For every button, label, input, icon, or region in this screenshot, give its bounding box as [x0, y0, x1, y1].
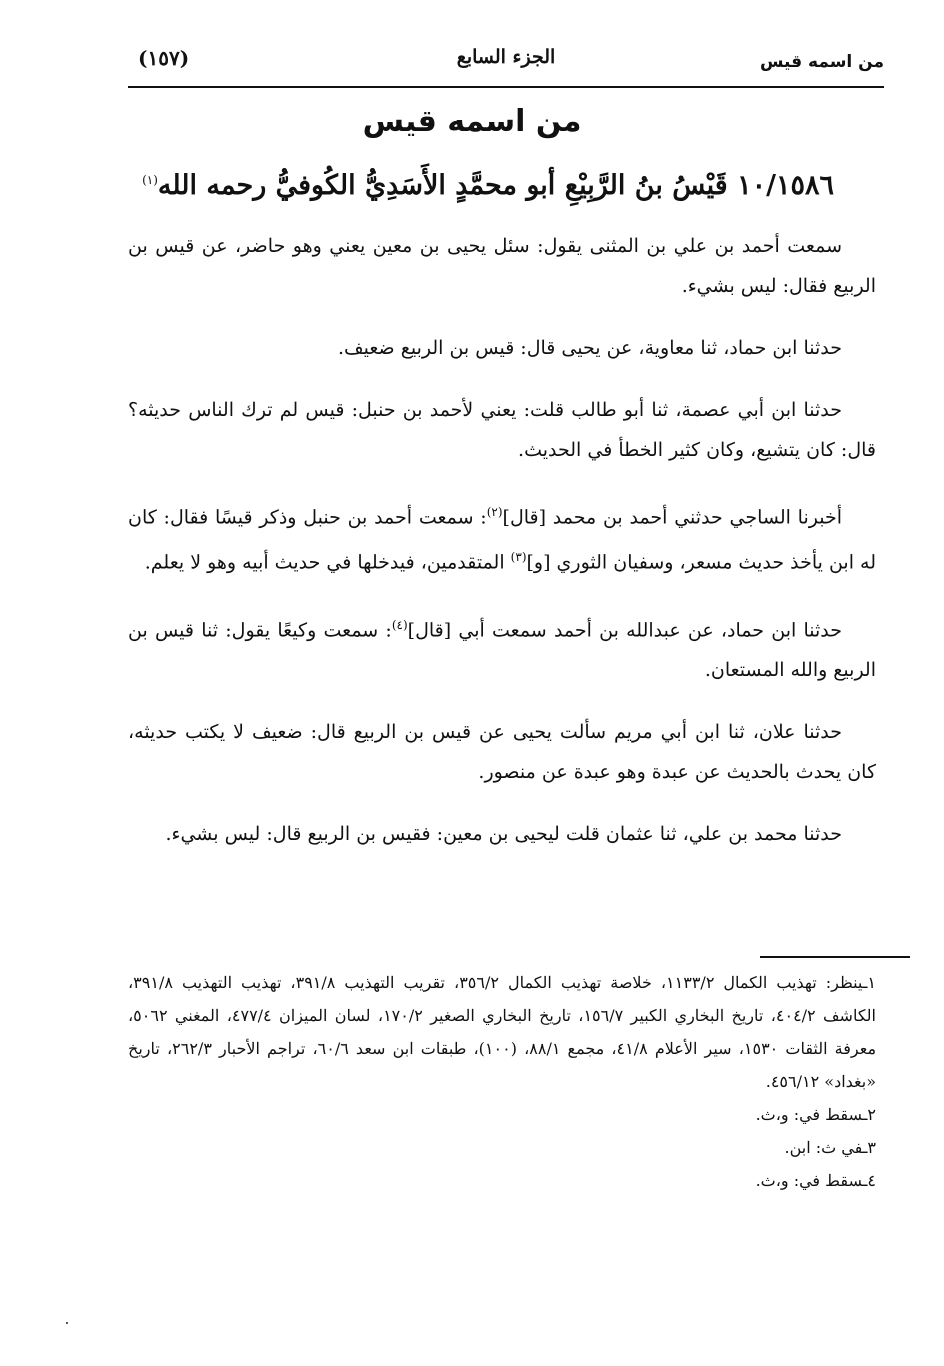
running-header-section: من اسمه قيس	[759, 52, 884, 72]
body-text	[128, 226, 876, 876]
footnote-ref: (٣)	[510, 550, 527, 565]
footnote-number: ٢ـ	[862, 1105, 876, 1124]
paragraph: حدثنا محمد بن علي، ثنا عثمان قلت ليحيى بن معين: فقيس بن الربيع قال: ليس بشيء.	[165, 822, 842, 845]
footnote-text: سقط في: و،ث.	[755, 1105, 863, 1124]
footnote-ref: (٤)	[391, 617, 408, 632]
scan-speck	[66, 1322, 68, 1324]
footnote	[128, 1131, 876, 1164]
footnote-number: ١ـ	[862, 973, 877, 992]
paragraph: سمعت أحمد بن علي بن المثنى يقول: سئل يحيى بن معين يعني وهو حاضر، عن قيس بن الربيع فقال: ليس بشيء.	[128, 235, 876, 297]
running-header	[128, 40, 884, 80]
footnote-number: ٤ـ	[862, 1171, 876, 1190]
section-title: من اسمه قيس	[362, 104, 582, 139]
paragraph: حدثنا ابن حماد، ثنا معاوية، عن يحيى قال: قيس بن الربيع ضعيف.	[337, 337, 842, 359]
footnote-ref: (٢)	[486, 505, 503, 519]
page-number: (١٥٧)	[138, 46, 190, 70]
footnote-text: ينظر: تهذيب الكمال ١١٣٣/٢، خلاصة تهذيب الكمال ٣٥٦/٢، تقريب التهذيب ٣٩١/٨، تهذيب التهذيب ٣٩١/٨، الكاشف ٤٠٤/٢، تاريخ البخاري الكبير ١٥٦/٧، تاريخ البخاري الصغير ١٧٠/٢، لسان الميزان ٤٧٧/٤، المغني ٥٠٦٢، معرفة الثقات ١٥٣٠، سير الأعلام ٤١/٨، مجمع ٨٨/١، (١٠٠)، طبقات ابن سعد ٦٠/٦، تراجم الأحبار ٢٦٢/٣، تاريخ «بغداد» ٤٥٦/١٢.	[128, 973, 877, 1091]
paragraph-part: : سمعت أحمد بن حنبل وذكر قيسًا فقال: كان له ابن يأخذ حديث مسعر، وسفيان الثوري [و]	[128, 506, 876, 574]
paragraph-part: المتقدمين، فيدخلها في حديث أبيه وهو لا يعلم.	[144, 551, 511, 574]
footnote-text: في ث: ابن.	[784, 1138, 863, 1157]
entry-heading	[100, 158, 834, 208]
paragraph-part: : سمعت وكيعًا يقول: ثنا قيس بن الربيع والله المستعان.	[128, 618, 876, 681]
running-header-volume: الجزء السابع	[456, 46, 556, 68]
paragraph	[128, 605, 876, 690]
footnote-rule	[760, 956, 910, 958]
header-rule	[128, 86, 884, 88]
entry-heading-text: ١٠/١٥٨٦ قَيْسُ بنُ الرَّبِيْعِ أبو محمَّدٍ الأَسَدِيُّ الكُوفيُّ رحمه الله	[157, 170, 834, 201]
footnote	[128, 1098, 876, 1131]
footnotes	[128, 966, 876, 1197]
paragraph	[128, 492, 876, 583]
paragraph-part: أخبرنا الساجي حدثني أحمد بن محمد [قال]	[502, 506, 842, 529]
paragraph: حدثنا ابن أبي عصمة، ثنا أبو طالب قلت: يعني لأحمد بن حنبل: قيس لم ترك الناس حديثه؟ قال: كان يتشيع، وكان كثير الخطأ في الحديث.	[128, 399, 876, 461]
footnote-text: سقط في: و،ث.	[755, 1171, 863, 1190]
footnote	[128, 966, 876, 1098]
footnote-ref: (١)	[142, 173, 158, 187]
footnote	[128, 1164, 876, 1197]
paragraph: حدثنا علان، ثنا ابن أبي مريم سألت يحيى عن قيس بن الربيع قال: ضعيف لا يكتب حديثه، كان يحدث بالحديث عن عبدة وهو عبدة عن منصور.	[128, 720, 876, 783]
paragraph-part: حدثنا ابن حماد، عن عبدالله بن أحمد سمعت أبي [قال]	[407, 618, 843, 641]
footnote-number: ٣ـ	[862, 1138, 876, 1157]
